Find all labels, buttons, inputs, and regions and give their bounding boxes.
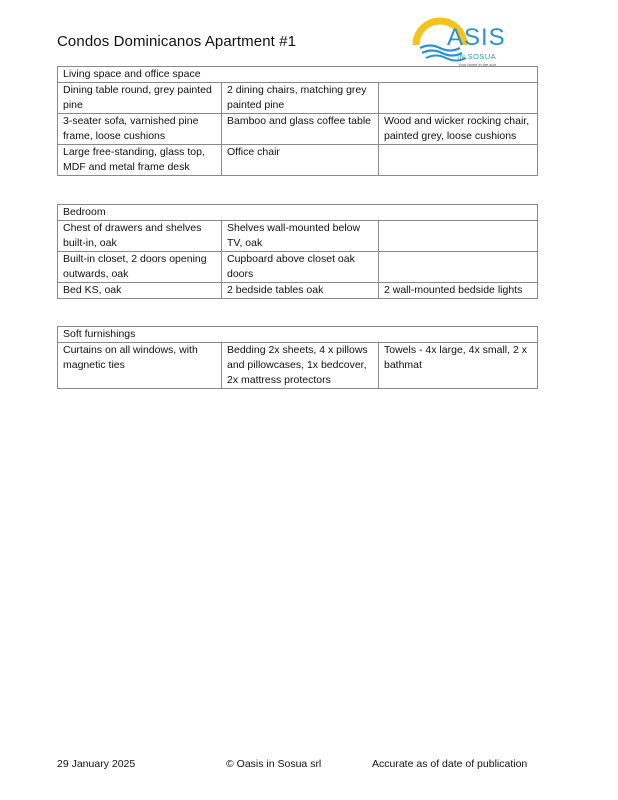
footer-date: 29 January 2025: [57, 758, 136, 770]
table-row: [58, 145, 538, 176]
table-cell: [379, 145, 538, 176]
table-row: [58, 114, 538, 145]
table-row: [58, 83, 538, 114]
table-cell: Curtains on all windows, with magnetic ties: [58, 343, 222, 389]
table-cell: [379, 221, 538, 252]
bedroom-table: [57, 204, 538, 299]
page-title: Condos Dominicanos Apartment #1: [57, 33, 297, 50]
table-cell: Bedding 2x sheets, 4 x pillows and pillowcases, 1x bedcover, 2x mattress protectors: [222, 343, 379, 389]
soft-furnishings-table: [57, 326, 538, 389]
table-row: [58, 283, 538, 299]
table-cell: Bed KS, oak: [58, 283, 222, 299]
oasis-logo: [410, 10, 535, 68]
logo-wordmark: ASIS: [447, 24, 506, 51]
section-header-row: [58, 205, 538, 221]
living-space-table: [57, 66, 538, 176]
table-row: [58, 252, 538, 283]
table-cell: 2 wall-mounted bedside lights: [379, 283, 538, 299]
table-cell: 2 dining chairs, matching grey painted pine: [222, 83, 379, 114]
table-cell: Shelves wall-mounted below TV, oak: [222, 221, 379, 252]
table-cell: 3-seater sofa, varnished pine frame, loose cushions: [58, 114, 222, 145]
section-title: Living space and office space: [58, 67, 538, 83]
logo-subtitle: IN SOSUA: [457, 52, 497, 61]
table-cell: 2 bedside tables oak: [222, 283, 379, 299]
table-cell: Large free-standing, glass top, MDF and metal frame desk: [58, 145, 222, 176]
table-cell: Towels - 4x large, 4x small, 2 x bathmat: [379, 343, 538, 389]
table-cell: Built-in closet, 2 doors opening outwards, oak: [58, 252, 222, 283]
table-cell: [379, 83, 538, 114]
footer-accuracy-note: Accurate as of date of publication: [372, 758, 528, 770]
section-title: Bedroom: [58, 205, 538, 221]
table-cell: [379, 252, 538, 283]
table-cell: Office chair: [222, 145, 379, 176]
section-header-row: [58, 67, 538, 83]
table-row: [58, 343, 538, 389]
section-title: Soft furnishings: [58, 327, 538, 343]
table-cell: Chest of drawers and shelves built-in, oak: [58, 221, 222, 252]
footer-copyright: © Oasis in Sosua srl: [226, 758, 322, 770]
section-header-row: [58, 327, 538, 343]
table-cell: Bamboo and glass coffee table: [222, 114, 379, 145]
table-cell: Cupboard above closet oak doors: [222, 252, 379, 283]
logo-tagline: Your home in the sun: [458, 62, 496, 67]
table-cell: Dining table round, grey painted pine: [58, 83, 222, 114]
table-cell: Wood and wicker rocking chair, painted grey, loose cushions: [379, 114, 538, 145]
table-row: [58, 221, 538, 252]
